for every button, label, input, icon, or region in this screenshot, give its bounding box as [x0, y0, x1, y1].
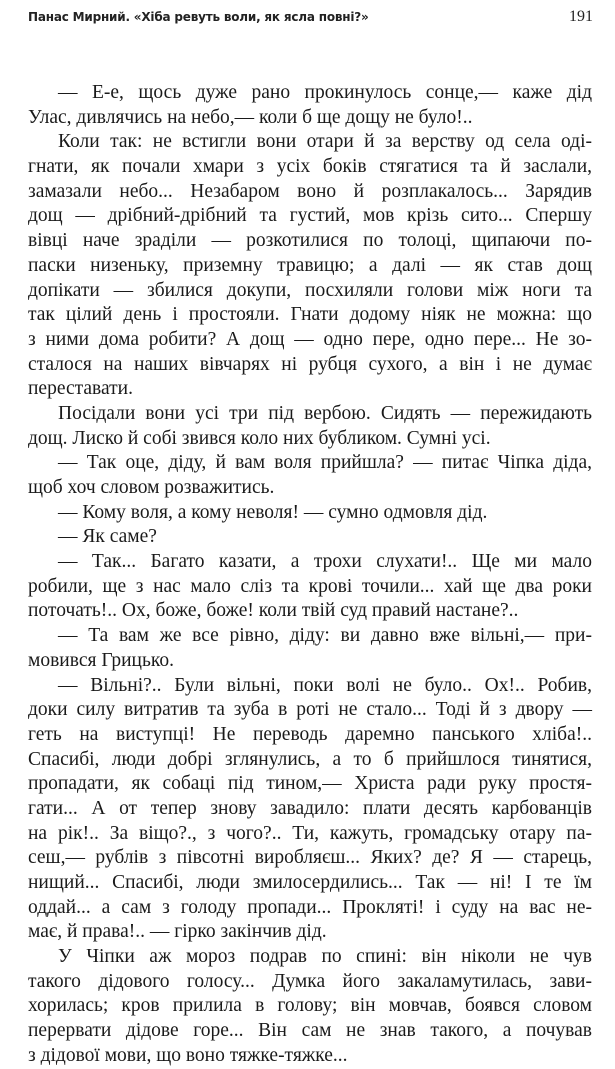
text-line: — Е-е, щось дуже рано прокинулось сонце,— каже дід: [58, 82, 592, 103]
page-body: [28, 81, 592, 1069]
text-line: так цілий день і простояли. Гнати додому ніяк не можна: що: [28, 304, 592, 326]
text-line: — Та вам же все рівно, діду: ви давно вже вільні,— при-: [58, 625, 592, 647]
text-line: на рік!.. За віщо?., з чого?.. Ти, кажуть, громадську отару па-: [28, 822, 592, 844]
text-line: з ними дома робити? А дощ — одно пере, одно пере... Не зо-: [28, 328, 592, 350]
text-line: сеш,— рублів з півсотні виробляєш... Яких? де? Я — старець,: [28, 847, 592, 869]
text-line: — Як саме?: [58, 526, 157, 548]
paragraph: [28, 402, 592, 451]
text-line: замазали небо... Незабаром воно й розплакалось... Зарядив: [28, 180, 592, 202]
text-line: перервати дідове горе... Він сам не знав такого, а почував: [28, 1020, 592, 1042]
text-line: дощ. Лиско й собі звився коло них бубликом. Сумні усі.: [28, 427, 491, 449]
page-header: [28, 8, 593, 28]
paragraph: [28, 550, 592, 624]
text-line: має, й права!.. — гірко закінчив дід.: [28, 921, 327, 943]
text-line: оддай... а сам з голоду пропади... Прокляті! і суду на вас не-: [28, 896, 592, 918]
paragraph: [28, 624, 592, 673]
text-line: мовився Грицько.: [28, 649, 174, 671]
paragraph: [28, 451, 592, 500]
text-line: — Вільні?.. Були вільні, поки волі не було.. Ох!.. Робив,: [58, 674, 592, 696]
text-line: гнати, як почали хмари з усіх боків стягатися та й заслали,: [28, 156, 592, 178]
text-line: Коли так: не встигли вони отари й за верству од села оді-: [58, 131, 592, 153]
text-line: допікати — збилися докупи, посхиляли голови між ноги та: [28, 279, 592, 301]
text-line: Спасибі, люди добрі зглянулись, а то б прийшлося тинятися,: [28, 748, 592, 770]
text-line: паски низеньку, приземну травицю; а далі — як став дощ: [28, 254, 592, 276]
paragraph: [28, 501, 592, 526]
text-line: дощ — дрібний-дрібний та густий, мов крізь сито... Спершу: [28, 205, 592, 227]
text-line: вівці наче зраділи — розкотилися по толоці, щипаючи по-: [28, 230, 592, 252]
text-line: поточать!.. Ох, боже, боже! коли твій суд правий настане?..: [28, 600, 519, 622]
text-line: — Так оце, діду, й вам воля прийшла? — питає Чіпка діда,: [58, 452, 592, 474]
text-line: — Так... Багато казати, а трохи слухати!.. Ще ми мало: [58, 551, 592, 573]
text-line: Улас, дивлячись на небо,— коли б ще дощу не було!..: [28, 106, 473, 128]
text-line: з дідової мови, що воно тяжке-тяжке...: [28, 1044, 348, 1066]
text-line: геть на виступці! Не переводь даремно панського хліба!..: [28, 723, 592, 745]
text-line: гати... А от тепер знову завадило: плати десять карбованців: [28, 797, 592, 819]
text-line: — Кому воля, а кому неволя! — сумно одмовля дід.: [58, 501, 488, 523]
text-line: сталося на наших вівчарях ні рубця сухого, а він і не думає: [28, 353, 592, 375]
page-number: 191: [569, 8, 593, 25]
text-line: переставати.: [28, 378, 133, 400]
text-line: нищий... Спасибі, люди змилосердились... Так — ні! І те їм: [28, 872, 592, 893]
text-line: такого дідового голосу... Думка його закаламутилась, зави-: [28, 970, 592, 992]
text-line: пропадати, як собаці під тином,— Христа ради руку простя-: [28, 773, 592, 795]
paragraph: [28, 130, 592, 402]
paragraph: [28, 81, 592, 130]
running-title: Панас Мирний. «Хіба ревуть воли, як ясла повні?»: [28, 10, 369, 24]
paragraph: [28, 945, 592, 1068]
paragraph: [28, 674, 592, 946]
text-line: У Чіпки аж мороз подрав по спині: він ніколи не чув: [58, 946, 592, 968]
paragraph: [28, 525, 592, 550]
text-line: доки силу витратив та зуба в роті не стало... Тоді й з двору —: [28, 699, 592, 721]
text-line: робили, ще з нас мало сліз та крові точили... хай ще два роки: [28, 575, 592, 597]
text-line: Посідали вони усі три під вербою. Сидять — пережидають: [58, 402, 592, 424]
text-line: щоб хоч словом розважитись.: [28, 477, 275, 498]
text-line: хорилась; кров прилила в голову; він мовчав, боявся словом: [28, 995, 592, 1017]
